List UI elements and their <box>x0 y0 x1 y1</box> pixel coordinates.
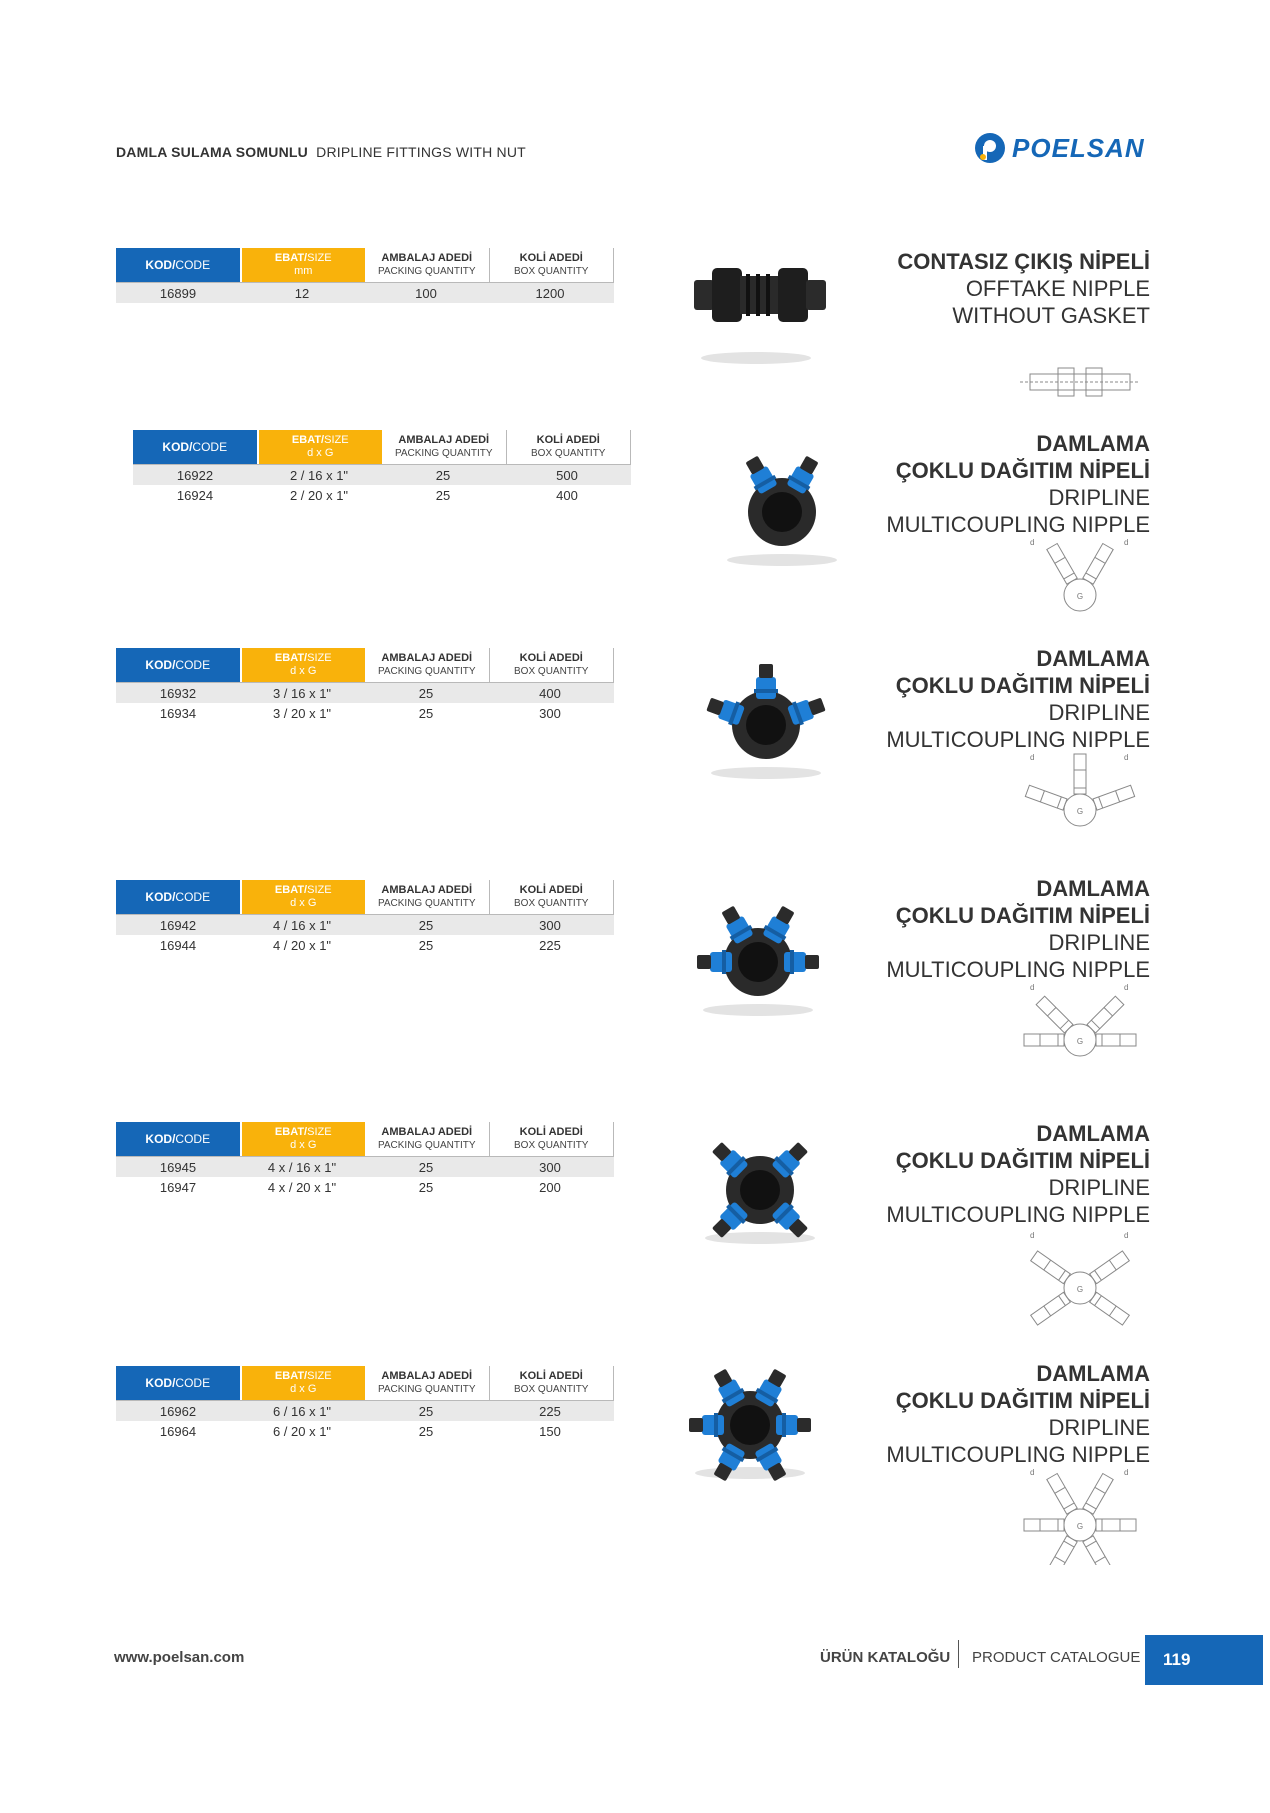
header-packing <box>365 1366 490 1400</box>
header-box-tr: KOLİ ADEDİ <box>519 1370 583 1382</box>
cell-code: 16962 <box>159 1403 197 1419</box>
product-title-line: DRIPLINE <box>1048 930 1150 955</box>
product-title-line: MULTICOUPLING NIPPLE <box>886 512 1150 537</box>
header-box-tr: KOLİ ADEDİ <box>519 652 583 664</box>
cell-box: 300 <box>539 705 561 721</box>
cell-size: 6 / 20 x 1" <box>272 1423 332 1439</box>
header-size-en: SIZE <box>307 1370 332 1382</box>
table-header <box>116 1122 614 1157</box>
product-table <box>116 1122 614 1197</box>
header-size-unit: d x G <box>307 447 334 459</box>
cell-size: 2 / 20 x 1" <box>289 487 349 503</box>
cell-code: 16934 <box>159 705 197 721</box>
header-kod-label: KOD/ <box>145 1375 176 1390</box>
table-row <box>116 935 614 955</box>
technical-drawing <box>1010 1465 1150 1570</box>
header-size-label <box>275 652 332 665</box>
header-size <box>240 248 366 282</box>
cell-packing: 25 <box>418 917 434 933</box>
product-table <box>116 880 614 955</box>
product-title-line: ÇOKLU DAĞITIM NİPELİ <box>895 903 1150 928</box>
header-packing-tr: AMBALAJ ADEDİ <box>381 252 473 264</box>
product-table <box>116 248 614 303</box>
product-title-line: DAMLAMA <box>1036 431 1150 456</box>
header-size-unit: d x G <box>290 897 317 909</box>
header-kod-sub: CODE <box>192 439 228 454</box>
header-kod-sub: CODE <box>175 1375 211 1390</box>
poelsan-logo <box>972 130 1148 166</box>
svg-text:G: G <box>1076 1285 1084 1294</box>
cell-code: 16964 <box>159 1423 197 1439</box>
svg-text:d: d <box>1030 1231 1035 1240</box>
product-title-line: MULTICOUPLING NIPPLE <box>886 727 1150 752</box>
page-number: 119 <box>1145 1635 1263 1685</box>
product-title-line: DRIPLINE <box>1048 1175 1150 1200</box>
cell-code: 16924 <box>176 487 214 503</box>
product-title <box>886 875 1150 983</box>
header-packing <box>365 648 490 682</box>
cell-box: 300 <box>539 1159 561 1175</box>
header-kod-sub: CODE <box>175 257 211 272</box>
cell-box: 500 <box>556 467 578 483</box>
header-packing-en: PACKING QUANTITY <box>377 898 476 909</box>
svg-text:G: G <box>1076 807 1084 816</box>
header-box-tr: KOLİ ADEDİ <box>536 434 600 446</box>
product-image <box>670 1345 830 1490</box>
cell-code: 16922 <box>176 467 214 483</box>
cell-code: 16945 <box>159 1159 197 1175</box>
cell-box: 200 <box>539 1179 561 1195</box>
table-header <box>116 648 614 683</box>
table-row <box>133 465 631 485</box>
product-title-line: MULTICOUPLING NIPPLE <box>886 1442 1150 1467</box>
product-image <box>678 882 838 1027</box>
table-header <box>116 1366 614 1401</box>
product-title-line: MULTICOUPLING NIPPLE <box>886 1202 1150 1227</box>
header-size-tr: EBAT/ <box>291 434 325 446</box>
page-header <box>116 144 526 160</box>
cell-box: 1200 <box>535 285 565 301</box>
header-packing-en: PACKING QUANTITY <box>377 1140 476 1151</box>
product-title <box>897 248 1150 329</box>
header-packing <box>365 248 490 282</box>
product-title-line: ÇOKLU DAĞITIM NİPELİ <box>895 458 1150 483</box>
header-box-tr: KOLİ ADEDİ <box>519 884 583 896</box>
product-title <box>886 645 1150 753</box>
product-table <box>116 648 614 723</box>
table-header <box>116 248 614 283</box>
table-row <box>116 283 614 303</box>
header-size-unit: d x G <box>290 1139 317 1151</box>
product-title-line: DAMLAMA <box>1036 876 1150 901</box>
cell-box: 300 <box>539 917 561 933</box>
cell-packing: 25 <box>418 1403 434 1419</box>
product-title-line: DRIPLINE <box>1048 485 1150 510</box>
cell-box: 225 <box>539 1403 561 1419</box>
header-kod-label: KOD/ <box>162 439 193 454</box>
header-packing <box>365 1122 490 1156</box>
header-box <box>490 648 615 682</box>
product-title-line: ÇOKLU DAĞITIM NİPELİ <box>895 673 1150 698</box>
product-title <box>886 1120 1150 1228</box>
header-size <box>240 880 366 914</box>
header-size-label <box>292 434 349 447</box>
header-size-tr: EBAT/ <box>274 1370 308 1382</box>
technical-drawing <box>1010 1228 1150 1333</box>
product-title <box>886 430 1150 538</box>
header-kod <box>116 248 240 282</box>
product-title-line: ÇOKLU DAĞITIM NİPELİ <box>895 1388 1150 1413</box>
cell-code: 16942 <box>159 917 197 933</box>
header-kod <box>133 430 257 464</box>
cell-size: 3 / 20 x 1" <box>272 705 332 721</box>
header-size-unit: mm <box>294 265 313 277</box>
header-kod <box>116 1366 240 1400</box>
header-size <box>240 648 366 682</box>
header-packing-en: PACKING QUANTITY <box>394 448 493 459</box>
header-packing <box>382 430 507 464</box>
footer-catalogue-en: PRODUCT CATALOGUE <box>972 1649 1141 1666</box>
header-box-en: BOX QUANTITY <box>514 666 589 677</box>
header-packing <box>365 880 490 914</box>
product-image <box>702 432 862 577</box>
header-size-en: SIZE <box>307 252 332 264</box>
header-kod <box>116 880 240 914</box>
product-title-line: OFFTAKE NIPPLE <box>965 276 1150 301</box>
cell-packing: 25 <box>418 1159 434 1175</box>
technical-drawing <box>1010 980 1150 1085</box>
cell-packing: 100 <box>415 285 437 301</box>
header-box-en: BOX QUANTITY <box>531 448 606 459</box>
product-image <box>680 1110 840 1255</box>
header-size <box>240 1366 366 1400</box>
header-kod-sub: CODE <box>175 889 211 904</box>
header-size-label <box>275 1370 332 1383</box>
header-packing-tr: AMBALAJ ADEDİ <box>381 652 473 664</box>
header-kod-sub: CODE <box>175 657 211 672</box>
header-size-tr: EBAT/ <box>274 652 308 664</box>
svg-text:d: d <box>1030 538 1035 547</box>
svg-text:d: d <box>1124 753 1129 762</box>
cell-size: 6 / 16 x 1" <box>272 1403 332 1419</box>
svg-text:d: d <box>1124 983 1129 992</box>
header-kod <box>116 648 240 682</box>
header-packing-tr: AMBALAJ ADEDİ <box>381 884 473 896</box>
header-size-label <box>275 884 332 897</box>
header-size <box>240 1122 366 1156</box>
header-packing-en: PACKING QUANTITY <box>377 1384 476 1395</box>
product-title-line: DAMLAMA <box>1036 1361 1150 1386</box>
footer-catalogue-tr <box>820 1649 950 1666</box>
header-box <box>507 430 632 464</box>
cell-code: 16899 <box>159 285 197 301</box>
footer-divider <box>958 1640 959 1668</box>
cell-packing: 25 <box>418 1423 434 1439</box>
cell-packing: 25 <box>418 937 434 953</box>
svg-text:d: d <box>1124 1468 1129 1477</box>
product-title-line: ÇOKLU DAĞITIM NİPELİ <box>895 1148 1150 1173</box>
table-header <box>116 880 614 915</box>
svg-text:d: d <box>1124 538 1129 547</box>
header-size-label <box>275 252 332 265</box>
product-image <box>676 230 836 375</box>
cell-packing: 25 <box>418 705 434 721</box>
product-title-line: DRIPLINE <box>1048 1415 1150 1440</box>
cell-box: 225 <box>539 937 561 953</box>
header-size-en: SIZE <box>324 434 349 446</box>
cell-size: 4 / 16 x 1" <box>272 917 332 933</box>
cell-packing: 25 <box>418 685 434 701</box>
product-title <box>886 1360 1150 1468</box>
product-table <box>133 430 631 505</box>
header-box-tr: KOLİ ADEDİ <box>519 252 583 264</box>
technical-drawing <box>1010 750 1150 855</box>
cell-size: 4 x / 20 x 1" <box>267 1179 337 1195</box>
header-box-tr: KOLİ ADEDİ <box>519 1126 583 1138</box>
header-box <box>490 880 615 914</box>
table-header <box>133 430 631 465</box>
header-size-label <box>275 1126 332 1139</box>
product-title-line: DAMLAMA <box>1036 646 1150 671</box>
logo-mark-icon <box>972 130 1008 166</box>
brand-name: POELSAN <box>1012 133 1145 163</box>
header-size-en: SIZE <box>307 884 332 896</box>
table-row <box>116 915 614 935</box>
product-title-line: MULTICOUPLING NIPPLE <box>886 957 1150 982</box>
header-packing-tr: AMBALAJ ADEDİ <box>381 1370 473 1382</box>
svg-text:G: G <box>1076 1522 1084 1531</box>
cell-size: 4 x / 16 x 1" <box>267 1159 337 1175</box>
header-size-en: SIZE <box>307 1126 332 1138</box>
product-table <box>116 1366 614 1441</box>
header-box-en: BOX QUANTITY <box>514 898 589 909</box>
cell-size: 2 / 16 x 1" <box>289 467 349 483</box>
header-box <box>490 1122 615 1156</box>
header-box-en: BOX QUANTITY <box>514 266 589 277</box>
cell-code: 16932 <box>159 685 197 701</box>
cell-box: 150 <box>539 1423 561 1439</box>
header-kod-label: KOD/ <box>145 889 176 904</box>
table-row <box>116 1177 614 1197</box>
header-kod <box>116 1122 240 1156</box>
header-packing-tr: AMBALAJ ADEDİ <box>398 434 490 446</box>
svg-text:d: d <box>1030 983 1035 992</box>
product-title-line: DRIPLINE <box>1048 700 1150 725</box>
header-title-tr: DAMLA SULAMA SOMUNLU <box>116 144 308 160</box>
header-box <box>490 248 615 282</box>
header-kod-sub: CODE <box>175 1131 211 1146</box>
cell-packing: 25 <box>418 1179 434 1195</box>
header-kod-label: KOD/ <box>145 257 176 272</box>
table-row <box>116 1157 614 1177</box>
header-title-en: DRIPLINE FITTINGS WITH NUT <box>316 144 526 160</box>
cell-code: 16944 <box>159 937 197 953</box>
product-image <box>686 645 846 790</box>
header-kod-label: KOD/ <box>145 657 176 672</box>
cell-code: 16947 <box>159 1179 197 1195</box>
cell-size: 12 <box>294 285 310 301</box>
product-title-line: DAMLAMA <box>1036 1121 1150 1146</box>
product-title-line: WITHOUT GASKET <box>952 303 1150 328</box>
table-row <box>133 485 631 505</box>
cell-packing: 25 <box>435 487 451 503</box>
cell-box: 400 <box>539 685 561 701</box>
header-box-en: BOX QUANTITY <box>514 1140 589 1151</box>
cell-box: 400 <box>556 487 578 503</box>
svg-text:G: G <box>1076 592 1084 601</box>
cell-size: 3 / 16 x 1" <box>272 685 332 701</box>
svg-text:G: G <box>1076 1037 1084 1046</box>
cell-size: 4 / 20 x 1" <box>272 937 332 953</box>
svg-text:d: d <box>1030 753 1035 762</box>
header-size-unit: d x G <box>290 665 317 677</box>
header-packing-tr: AMBALAJ ADEDİ <box>381 1126 473 1138</box>
cell-packing: 25 <box>435 467 451 483</box>
header-size-tr: EBAT/ <box>274 884 308 896</box>
svg-text:d: d <box>1030 1468 1035 1477</box>
header-box-en: BOX QUANTITY <box>514 1384 589 1395</box>
header-box <box>490 1366 615 1400</box>
footer-url[interactable]: www.poelsan.com <box>114 1649 245 1666</box>
header-size-unit: d x G <box>290 1383 317 1395</box>
header-size-en: SIZE <box>307 652 332 664</box>
header-kod-label: KOD/ <box>145 1131 176 1146</box>
header-packing-en: PACKING QUANTITY <box>377 666 476 677</box>
table-row <box>116 1421 614 1441</box>
product-title-line: CONTASIZ ÇIKIŞ NİPELİ <box>897 249 1150 274</box>
header-size-tr: EBAT/ <box>274 1126 308 1138</box>
header-packing-en: PACKING QUANTITY <box>377 266 476 277</box>
technical-drawing <box>1010 535 1150 640</box>
table-row <box>116 683 614 703</box>
table-row <box>116 1401 614 1421</box>
svg-text:d: d <box>1124 1231 1129 1240</box>
table-row <box>116 703 614 723</box>
header-size-tr: EBAT/ <box>274 252 308 264</box>
technical-drawing <box>1010 332 1150 437</box>
catalogue-tr-label: ÜRÜN KATALOĞU <box>820 1649 951 1666</box>
header-size <box>257 430 383 464</box>
